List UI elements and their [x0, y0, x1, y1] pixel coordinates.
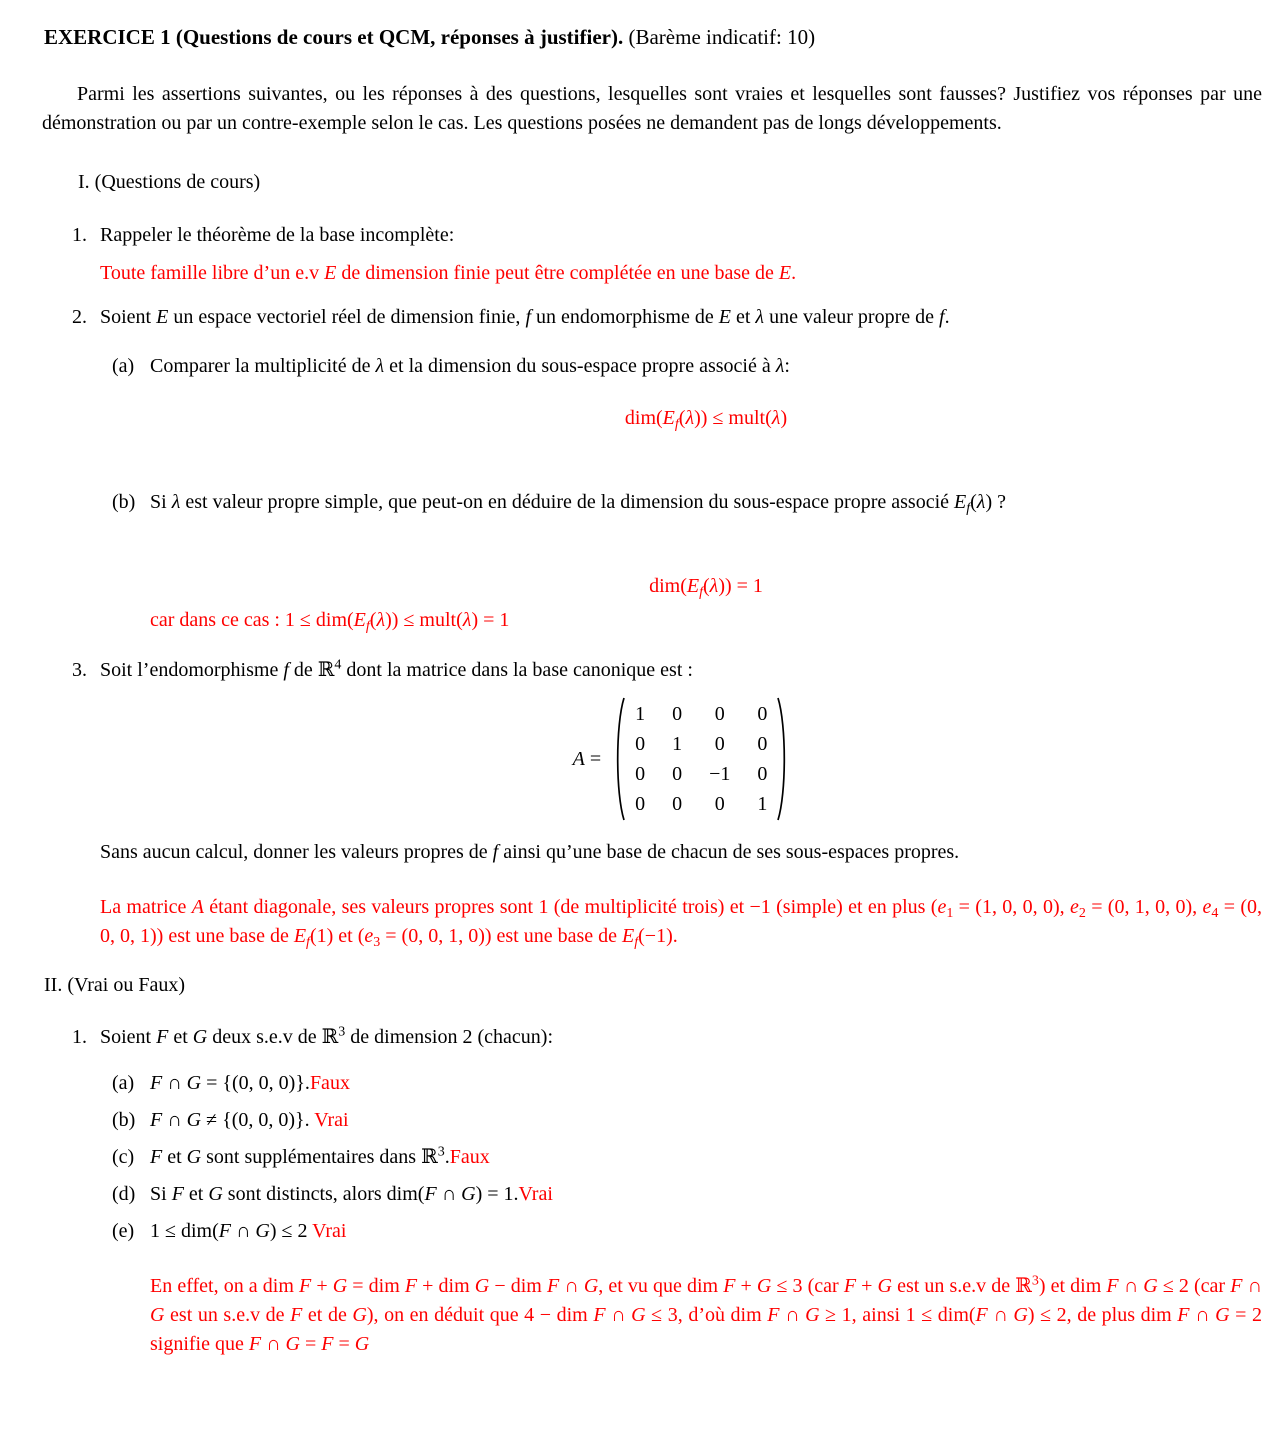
- verdict: Vrai: [312, 1220, 347, 1243]
- section-heading-1: I. (Questions de cours): [78, 171, 261, 194]
- item-number: 3.: [72, 659, 87, 682]
- question-I-1: [72, 221, 1262, 250]
- tf-item-a: [112, 1069, 1262, 1098]
- matrix-cell: 1: [757, 793, 768, 816]
- statement-text: F et G sont supplémentaires dans ℝ$^3$.: [150, 1145, 450, 1169]
- answer-I-1: Toute famille libre d’un e.v E de dimension finie peut être complétée en une base de E.: [100, 262, 797, 285]
- matrix-cell: 0: [672, 793, 683, 816]
- matrix-cell: 0: [635, 793, 646, 816]
- question-I-2: [72, 303, 1262, 332]
- question-text: Soit l’endomorphisme f de ℝ$^4$ dont la matrice dans la base canonique est :: [100, 658, 693, 682]
- item-number: 1.: [72, 224, 87, 247]
- tf-item-d: [112, 1180, 1262, 1209]
- statement-text: F ∩ G ≠ {(0, 0, 0)}.: [150, 1109, 315, 1132]
- item-number: 1.: [72, 1026, 87, 1049]
- question-I-2b: [112, 488, 1262, 517]
- intro-paragraph: Parmi les assertions suivantes, ou les réponses à des questions, lesquelles sont vraies et lesquelles sont fausses? Justifiez vos réponses par une démonstration ou par un contre-exemple selon le cas. Les questions posées ne demandent pas de longs développements.: [42, 83, 1262, 135]
- item-label: (e): [112, 1220, 135, 1243]
- matrix-cell: 0: [714, 733, 725, 756]
- statement: [150, 1069, 1262, 1098]
- question-text: Soient E un espace vectoriel réel de dimension finie, f un endomorphisme de E et λ une valeur propre de f.: [100, 306, 950, 329]
- section-heading-2: II. (Vrai ou Faux): [44, 974, 185, 997]
- question-I-3-prompt: Sans aucun calcul, donner les valeurs propres de f ainsi qu’une base de chacun de ses sous-espaces propres.: [100, 841, 960, 864]
- matrix-cell: 1: [672, 733, 683, 756]
- exercise-title: EXERCICE 1 (Questions de cours et QCM, réponses à justifier). (Barème indicatif: 10): [44, 25, 816, 49]
- verdict: Faux: [309, 1072, 350, 1095]
- item-label: (a): [112, 1072, 135, 1095]
- verdict: Vrai: [314, 1109, 349, 1132]
- item-label: (b): [112, 1109, 136, 1132]
- tf-item-c: [112, 1143, 1262, 1172]
- conclusion-paragraph: En effet, on a dim F + G = dim F + dim G − dim F ∩ G, et vu que dim F + G ≤ 3 (car F + G est un s.e.v de ℝ$^3$) et dim F ∩ G ≤ 2 (car F ∩ G est un s.e.v de F et de G), on en déduit que 4 − dim F ∩ G ≤ 3, d’où dim F ∩ G ≥ 1, ainsi 1 ≤ dim(F ∩ G) ≤ 2, de plus dim F ∩ G = 2 signifie que F ∩ G = F = G: [150, 1274, 1263, 1356]
- item-label: (d): [112, 1183, 136, 1206]
- question-text: Comparer la multiplicité de λ et la dimension du sous-espace propre associé à λ:: [150, 355, 790, 378]
- question-I-3: [72, 656, 1262, 685]
- matrix-equation: [100, 695, 1262, 823]
- matrix-cell: 0: [635, 763, 646, 786]
- matrix-cell: 0: [672, 703, 683, 726]
- matrix-cell: 0: [757, 733, 768, 756]
- tf-item-b: [112, 1106, 1262, 1135]
- item-number: 2.: [72, 306, 87, 329]
- statement-text: Si F et G sont distincts, alors dim(F ∩ G) = 1.: [150, 1183, 519, 1206]
- answer-note-I-2b: car dans ce cas : 1 ≤ dim(Ef(λ)) ≤ mult(λ) = 1: [150, 609, 510, 635]
- question-text: Rappeler le théorème de la base incomplète:: [100, 224, 455, 247]
- matrix-cell: 0: [714, 703, 725, 726]
- verdict: Vrai: [518, 1183, 553, 1206]
- statement: [150, 1106, 1262, 1135]
- question-II-1: [72, 1023, 1262, 1052]
- matrix-cell: 0: [672, 763, 683, 786]
- matrix-grid: [626, 696, 776, 822]
- matrix-cell: 0: [757, 703, 768, 726]
- formula-dim-leq-mult: dim(Ef(λ)) ≤ mult(λ): [624, 407, 788, 433]
- statement-text: 1 ≤ dim(F ∩ G) ≤ 2: [150, 1220, 313, 1243]
- statement: [150, 1217, 1262, 1246]
- item-label: (c): [112, 1146, 135, 1169]
- matrix-cell: −1: [709, 763, 731, 786]
- tf-item-e: [112, 1217, 1262, 1246]
- verdict: Faux: [449, 1146, 490, 1169]
- left-paren-icon: [613, 695, 626, 823]
- answer-I-3: La matrice A étant diagonale, ses valeurs propres sont 1 (de multiplicité trois) et −1 (simple) et en plus (e1 = (1, 0, 0, 0), e2 = (0, 1, 0, 0), e4 = (0, 0, 0, 1)) est une base de Ef(1) et (e3 = (0, 0, 1, 0)) est une base de Ef(−1).: [100, 896, 1262, 951]
- statement: [150, 1180, 1262, 1209]
- question-text: Soient F et G deux s.e.v de ℝ$^3$ de dimension 2 (chacun):: [100, 1025, 553, 1049]
- question-text: Si λ est valeur propre simple, que peut-on en déduire de la dimension du sous-espace propre associé Ef(λ) ?: [150, 491, 1007, 517]
- item-label: (b): [112, 491, 136, 514]
- statement: [150, 1143, 1262, 1172]
- matrix-cell: 0: [757, 763, 768, 786]
- matrix-cell: 0: [635, 733, 646, 756]
- matrix-cell: 1: [635, 703, 646, 726]
- item-label: (a): [112, 355, 135, 378]
- matrix-lhs: A =: [572, 747, 602, 770]
- matrix-cell: 0: [714, 793, 725, 816]
- formula-dim-eq-1: dim(Ef(λ)) = 1: [649, 575, 763, 601]
- question-I-2a: [112, 352, 1262, 381]
- right-paren-icon: [776, 695, 789, 823]
- statement-text: F ∩ G = {(0, 0, 0)}.: [150, 1072, 310, 1095]
